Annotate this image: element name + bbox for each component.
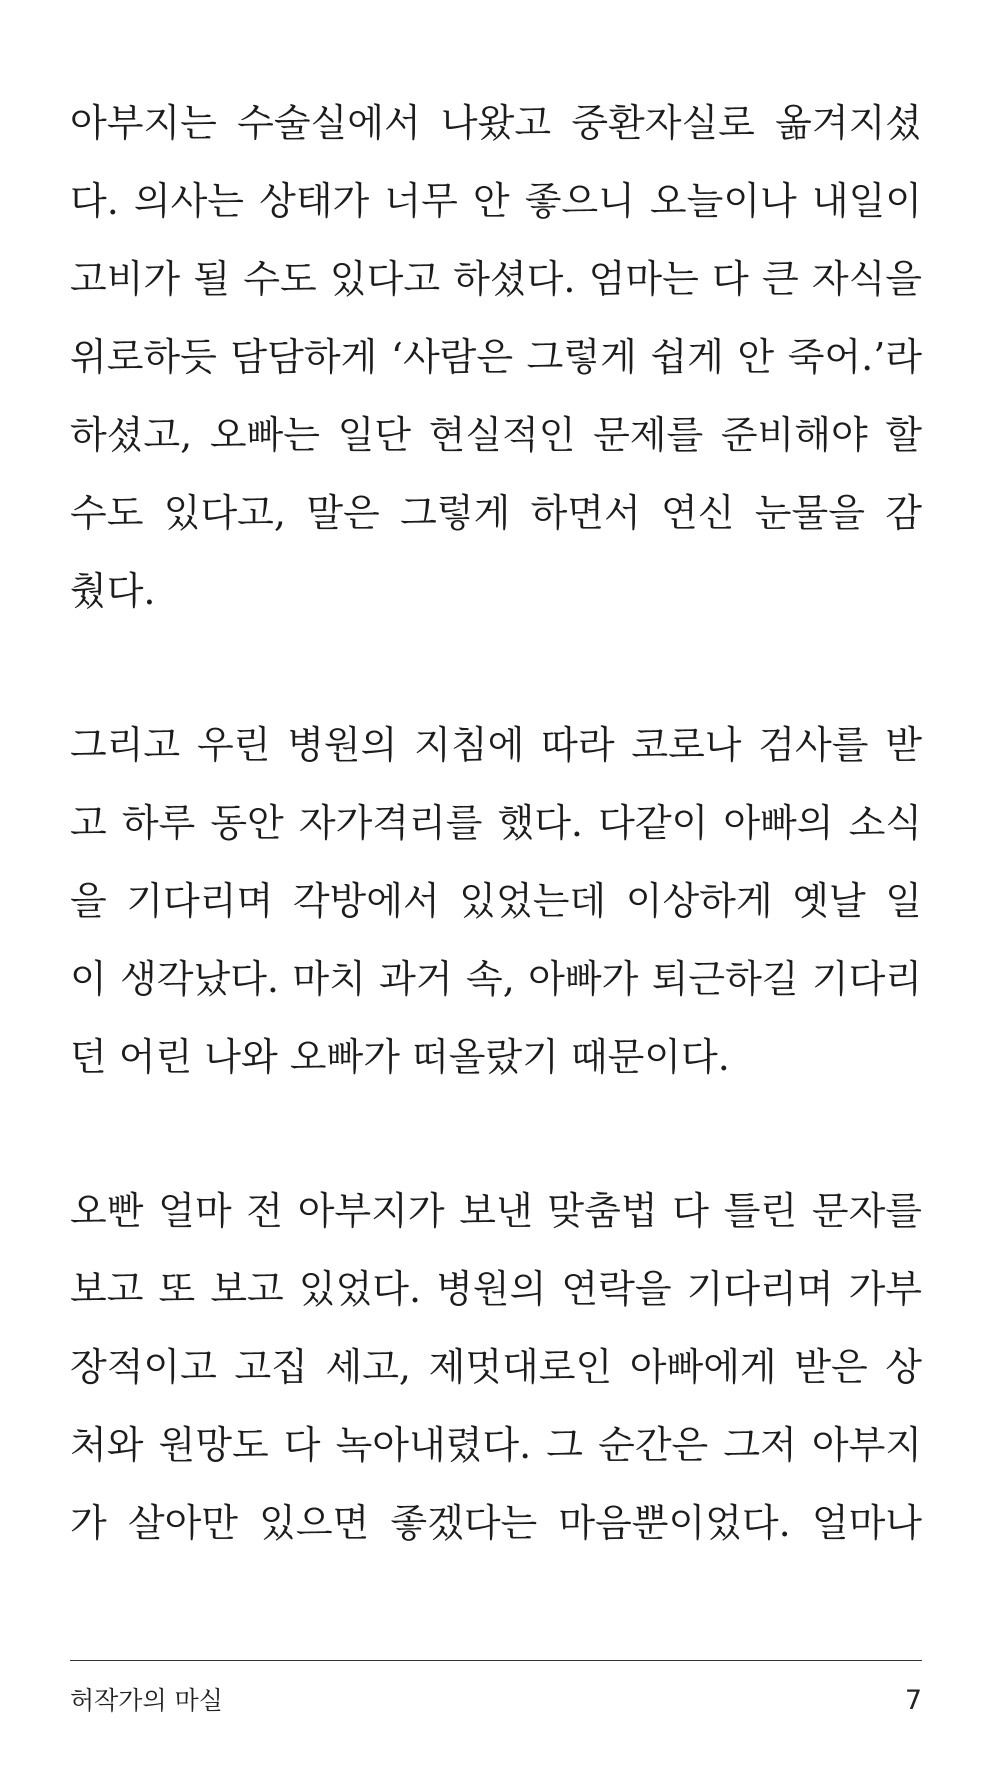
text-line: 던 어린 나와 오빠가 떠올랐기 때문이다. (70, 1035, 730, 1079)
paragraph-1 (70, 84, 922, 630)
text-line: 이 생각났다. 마치 과거 속, 아빠가 퇴근하길 기다리 (70, 957, 922, 1001)
text-line: 다. 의사는 상태가 너무 안 좋으니 오늘이나 내일이 (70, 179, 922, 223)
text-line: 장적이고 고집 세고, 제멋대로인 아빠에게 받은 상 (70, 1345, 922, 1389)
paragraph-gap (70, 630, 922, 706)
text-line: 아부지는 수술실에서 나왔고 중환자실로 옮겨지셨 (70, 101, 922, 145)
text-line: 고 하루 동안 자가격리를 했다. 다같이 아빠의 소식 (70, 801, 922, 845)
text-line: 고비가 될 수도 있다고 하셨다. 엄마는 다 큰 자식을 (70, 257, 922, 301)
text-line: 췄다. (70, 569, 156, 613)
text-line: 위로하듯 담담하게 ‘사람은 그렇게 쉽게 안 죽어.’라 (70, 335, 922, 379)
text-line: 처와 원망도 다 녹아내렸다. 그 순간은 그저 아부지 (70, 1423, 922, 1467)
body-text (70, 84, 922, 1562)
footer-divider (70, 1660, 922, 1661)
text-line: 그리고 우린 병원의 지침에 따라 코로나 검사를 받 (70, 723, 922, 767)
text-line: 오빤 얼마 전 아부지가 보낸 맞춤법 다 틀린 문자를 (70, 1189, 922, 1233)
footer-book-title: 허작가의 마실 (70, 1686, 223, 1715)
paragraph-2 (70, 706, 922, 1096)
text-line: 하셨고, 오빠는 일단 현실적인 문제를 준비해야 할 (70, 413, 922, 457)
text-line: 가 살아만 있으면 좋겠다는 마음뿐이었다. 얼마나 (70, 1501, 922, 1545)
paragraph-gap (70, 1096, 922, 1172)
page-number: 7 (904, 1685, 922, 1716)
text-line: 수도 있다고, 말은 그렇게 하면서 연신 눈물을 감 (70, 491, 922, 535)
paragraph-3 (70, 1172, 922, 1562)
text-line: 을 기다리며 각방에서 있었는데 이상하게 옛날 일 (70, 879, 922, 923)
text-line: 보고 또 보고 있었다. 병원의 연락을 기다리며 가부 (70, 1267, 922, 1311)
